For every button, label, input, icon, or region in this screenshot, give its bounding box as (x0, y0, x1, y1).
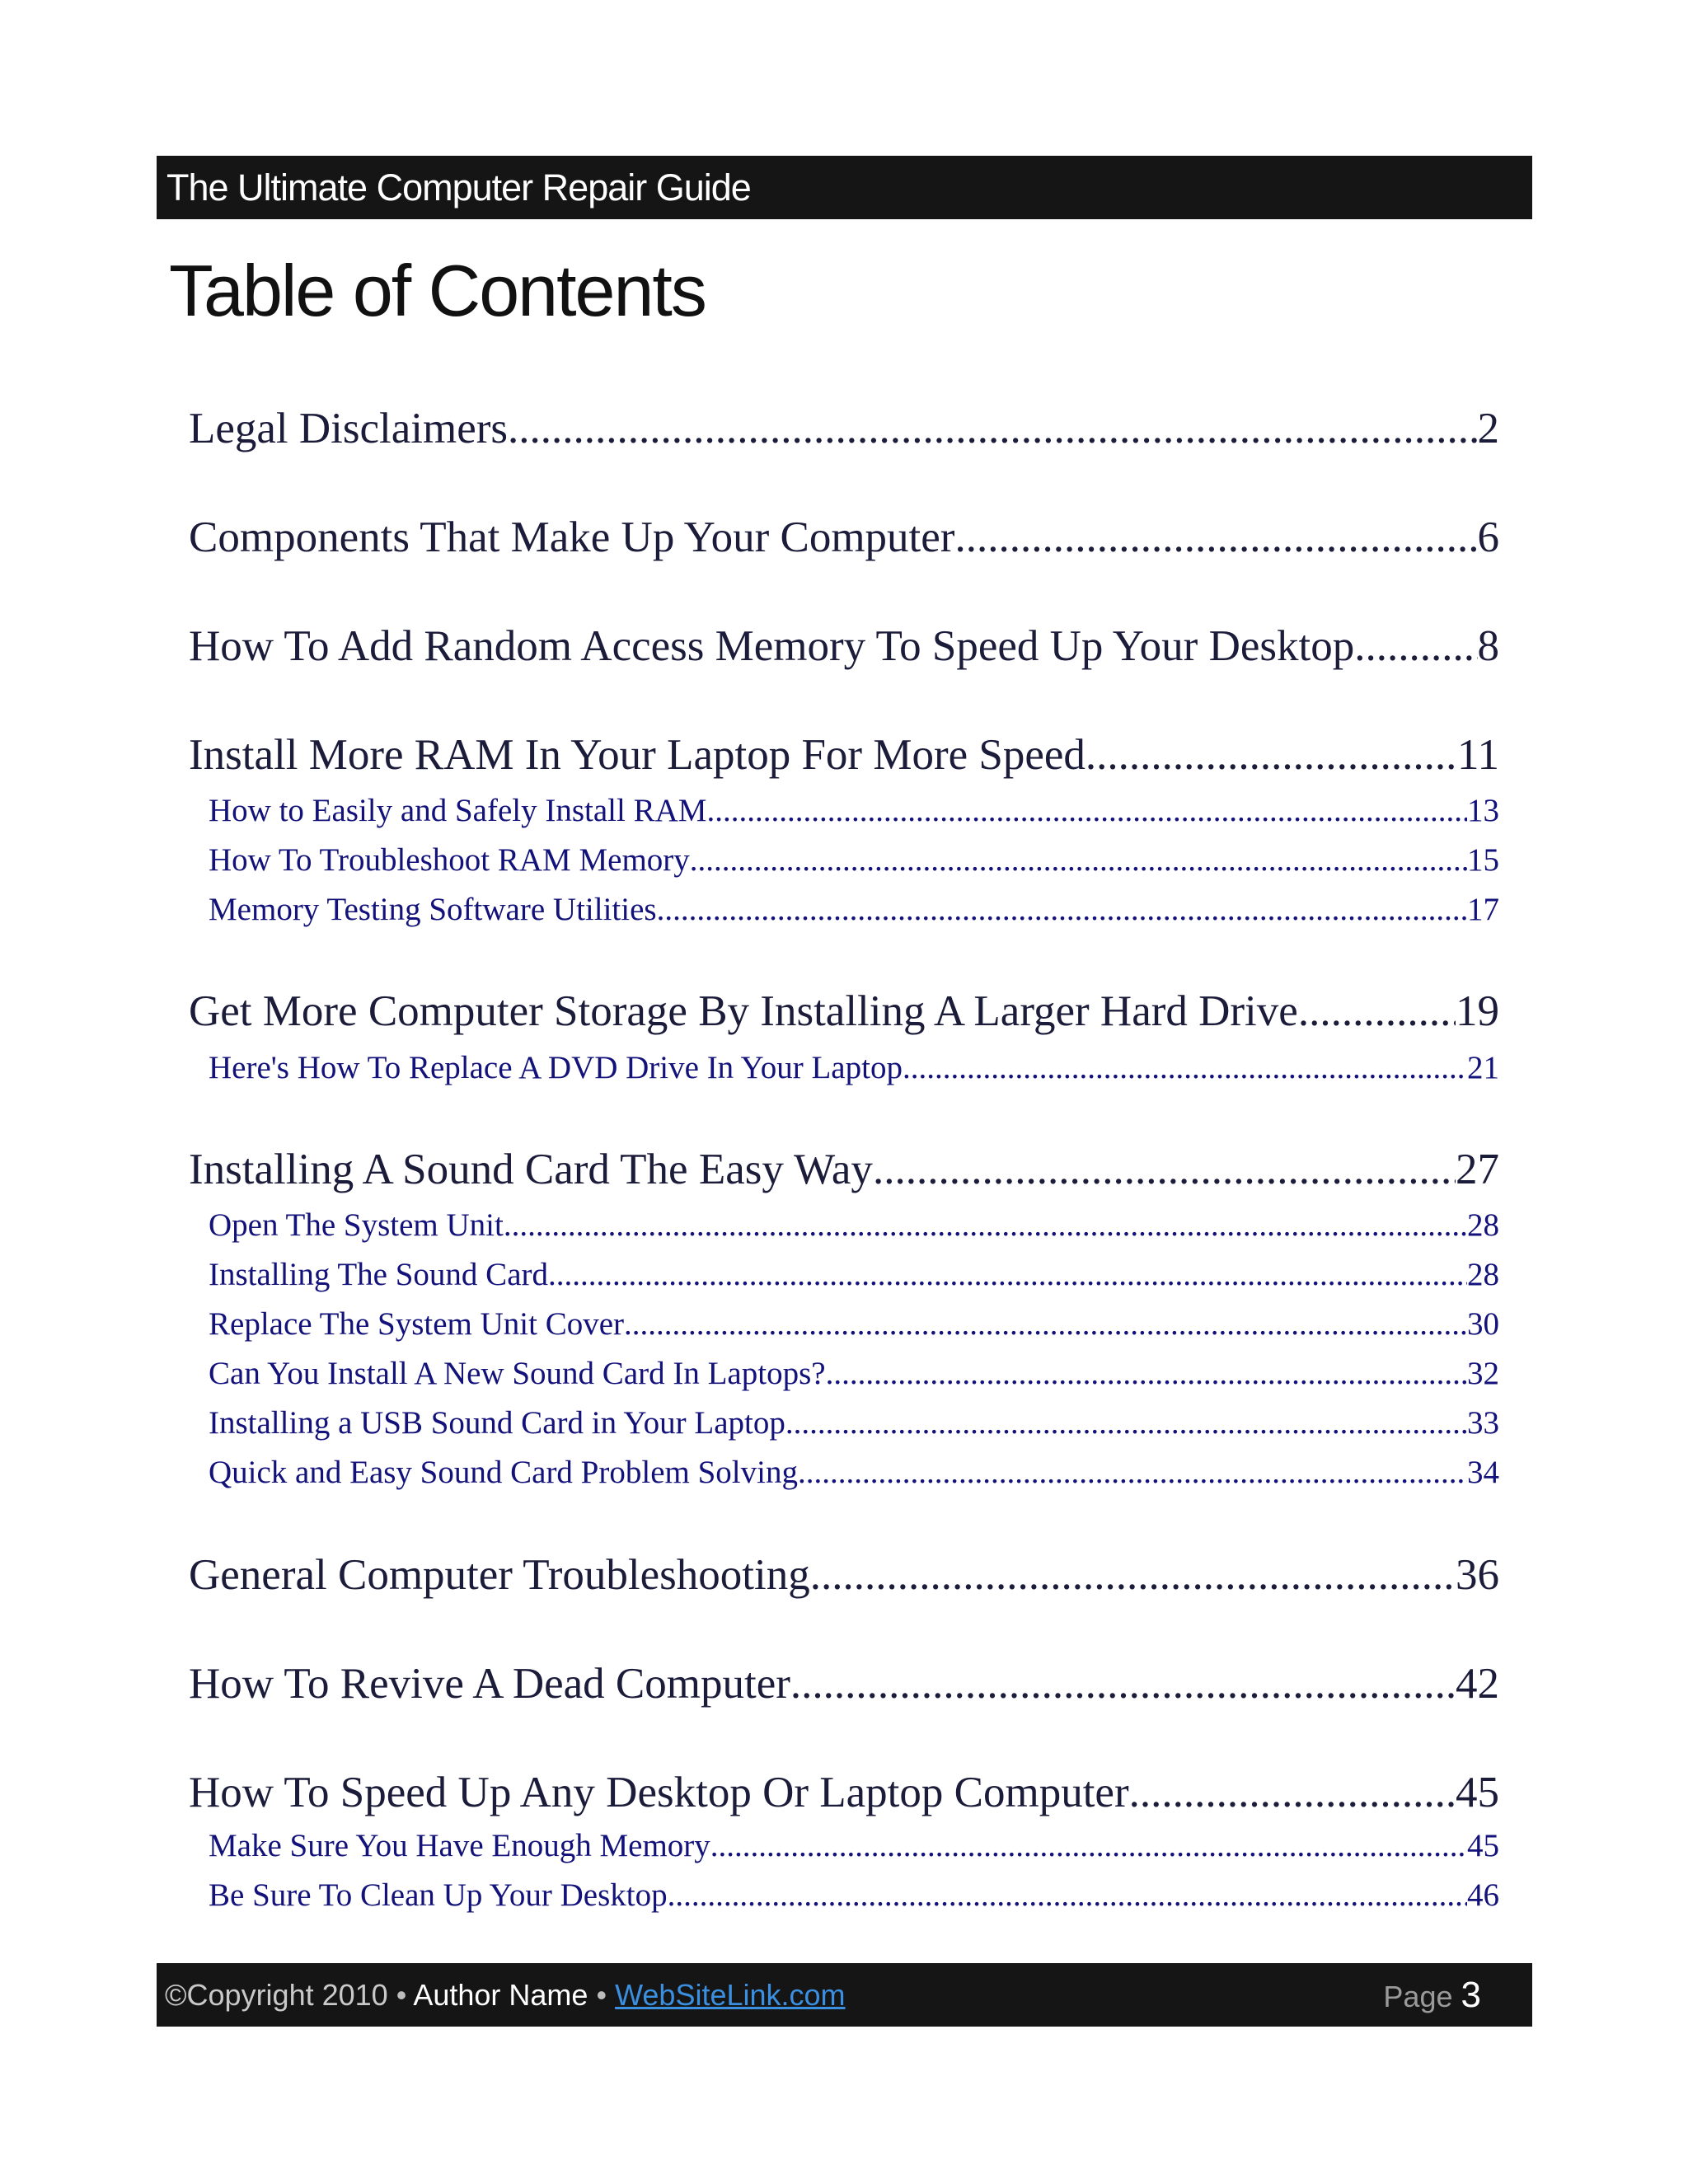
header-bar (157, 156, 1532, 219)
toc-dot-leader (690, 841, 1467, 879)
toc-dot-leader (873, 1145, 1456, 1194)
toc-entry-page: 34 (1467, 1455, 1499, 1490)
toc-entry-page: 42 (1456, 1660, 1499, 1708)
toc-entry-page: 46 (1467, 1877, 1499, 1913)
toc-dot-leader (785, 1404, 1467, 1441)
toc-entry-label: Make Sure You Have Enough Memory (209, 1828, 710, 1863)
toc-entry-label: How To Troubleshoot RAM Memory (209, 842, 690, 878)
toc-entry-label: Install More RAM In Your Laptop For More Speed (189, 731, 1085, 779)
toc-entry-label: Open The System Unit (209, 1207, 504, 1243)
toc-subentry[interactable] (209, 1256, 1499, 1293)
toc-entry[interactable] (189, 1145, 1499, 1194)
toc-dot-leader (826, 1355, 1467, 1392)
toc-entry-label: How To Speed Up Any Desktop Or Laptop Computer (189, 1769, 1129, 1816)
footer-copyright: ©Copyright 2010 (165, 1978, 388, 2012)
toc-entry-label: How To Revive A Dead Computer (189, 1660, 790, 1708)
toc-dot-leader (657, 891, 1467, 928)
toc-entry-page: 6 (1477, 513, 1499, 561)
toc-entry-label: Legal Disclaimers (189, 405, 509, 452)
toc-entry-label: Replace The System Unit Cover (209, 1306, 625, 1342)
toc-entry-page: 33 (1467, 1405, 1499, 1441)
toc-subentry[interactable] (209, 841, 1499, 879)
toc-subentry[interactable] (209, 1355, 1499, 1392)
toc-dot-leader (798, 1454, 1467, 1491)
toc-entry-page: 28 (1467, 1257, 1499, 1292)
footer-separator: • (596, 1978, 607, 2012)
toc-dot-leader (710, 1827, 1467, 1864)
toc-dot-leader (903, 1049, 1467, 1086)
toc-dot-leader (504, 1207, 1467, 1244)
toc-entry-page: 36 (1456, 1551, 1499, 1599)
toc-entry-page: 30 (1467, 1306, 1499, 1342)
toc-dot-leader (954, 513, 1477, 562)
toc-entry-page: 8 (1477, 622, 1499, 670)
toc-dot-leader (810, 1550, 1456, 1600)
toc-entry[interactable] (189, 1768, 1499, 1817)
toc-subentry[interactable] (209, 1305, 1499, 1343)
toc-entry-label: Can You Install A New Sound Card In Laptops? (209, 1356, 826, 1391)
toc-entry-label: Get More Computer Storage By Installing A Larger Hard Drive (189, 987, 1298, 1035)
toc-entry-label: Be Sure To Clean Up Your Desktop (209, 1877, 668, 1913)
toc-entry[interactable] (189, 513, 1499, 562)
toc-entry-page: 13 (1467, 793, 1499, 828)
toc-entry[interactable] (189, 730, 1499, 780)
toc-entry-page: 15 (1467, 842, 1499, 878)
footer-author: Author Name (413, 1978, 588, 2012)
toc-subentry[interactable] (209, 1404, 1499, 1441)
toc-entry-page: 45 (1467, 1828, 1499, 1863)
toc-entry[interactable] (189, 404, 1499, 453)
toc-entry[interactable] (189, 1550, 1499, 1600)
toc-entry-label: General Computer Troubleshooting (189, 1551, 810, 1599)
toc-dot-leader (508, 404, 1477, 453)
toc-entry-page: 11 (1456, 731, 1499, 779)
toc-entry-label: Here's How To Replace A DVD Drive In Your Laptop (209, 1050, 903, 1085)
toc-entry-label: How To Add Random Access Memory To Speed Up Your Desktop (189, 622, 1355, 670)
toc-entry-label: Memory Testing Software Utilities (209, 892, 657, 927)
toc-dot-leader (1298, 987, 1456, 1036)
toc-dot-leader (1129, 1768, 1456, 1817)
toc-entry[interactable] (189, 621, 1499, 671)
toc-entry-label: Installing The Sound Card (209, 1257, 548, 1292)
toc-entry-label: Installing a USB Sound Card in Your Laptop (209, 1405, 785, 1441)
toc-entry-page: 28 (1467, 1207, 1499, 1243)
footer-separator: • (396, 1978, 407, 2012)
footer-bar (157, 1963, 1532, 2027)
toc-entry-page: 17 (1467, 892, 1499, 927)
toc-subentry[interactable] (209, 891, 1499, 928)
footer-page-indicator (1383, 1963, 1481, 2028)
toc-subentry[interactable] (209, 1877, 1499, 1914)
toc-entry-label: Components That Make Up Your Computer (189, 513, 955, 561)
toc-entry[interactable] (189, 1659, 1499, 1708)
toc-entry-page: 32 (1467, 1356, 1499, 1391)
toc-subentry[interactable] (209, 1454, 1499, 1491)
page-title: Table of Contents (169, 250, 706, 331)
toc-dot-leader (624, 1305, 1467, 1343)
header-title: The Ultimate Computer Repair Guide (166, 166, 751, 209)
toc-dot-leader (548, 1256, 1467, 1293)
toc-dot-leader (790, 1659, 1456, 1708)
toc-dot-leader (668, 1877, 1467, 1914)
toc-subentry[interactable] (209, 1207, 1499, 1244)
toc-entry-page: 27 (1456, 1146, 1499, 1193)
toc-entry-label: Quick and Easy Sound Card Problem Solving (209, 1455, 798, 1490)
footer-page-label: Page (1383, 1980, 1453, 2013)
toc-entry-page: 2 (1477, 405, 1499, 452)
footer-page-number: 3 (1461, 1975, 1481, 2015)
toc-subentry[interactable] (209, 1049, 1499, 1086)
toc-entry-label: Installing A Sound Card The Easy Way (189, 1146, 873, 1193)
toc-subentry[interactable] (209, 1827, 1499, 1864)
toc-dot-leader (706, 792, 1467, 829)
toc-entry-page: 45 (1456, 1769, 1499, 1816)
toc-dot-leader (1354, 621, 1477, 671)
toc-entry[interactable] (189, 987, 1499, 1036)
toc-entry-page: 21 (1467, 1050, 1499, 1085)
footer-website-link[interactable]: WebSiteLink.com (615, 1978, 846, 2012)
toc-entry-label: How to Easily and Safely Install RAM (209, 793, 707, 828)
toc-dot-leader (1085, 730, 1457, 780)
toc-entry-page: 19 (1456, 987, 1499, 1035)
toc-subentry[interactable] (209, 792, 1499, 829)
